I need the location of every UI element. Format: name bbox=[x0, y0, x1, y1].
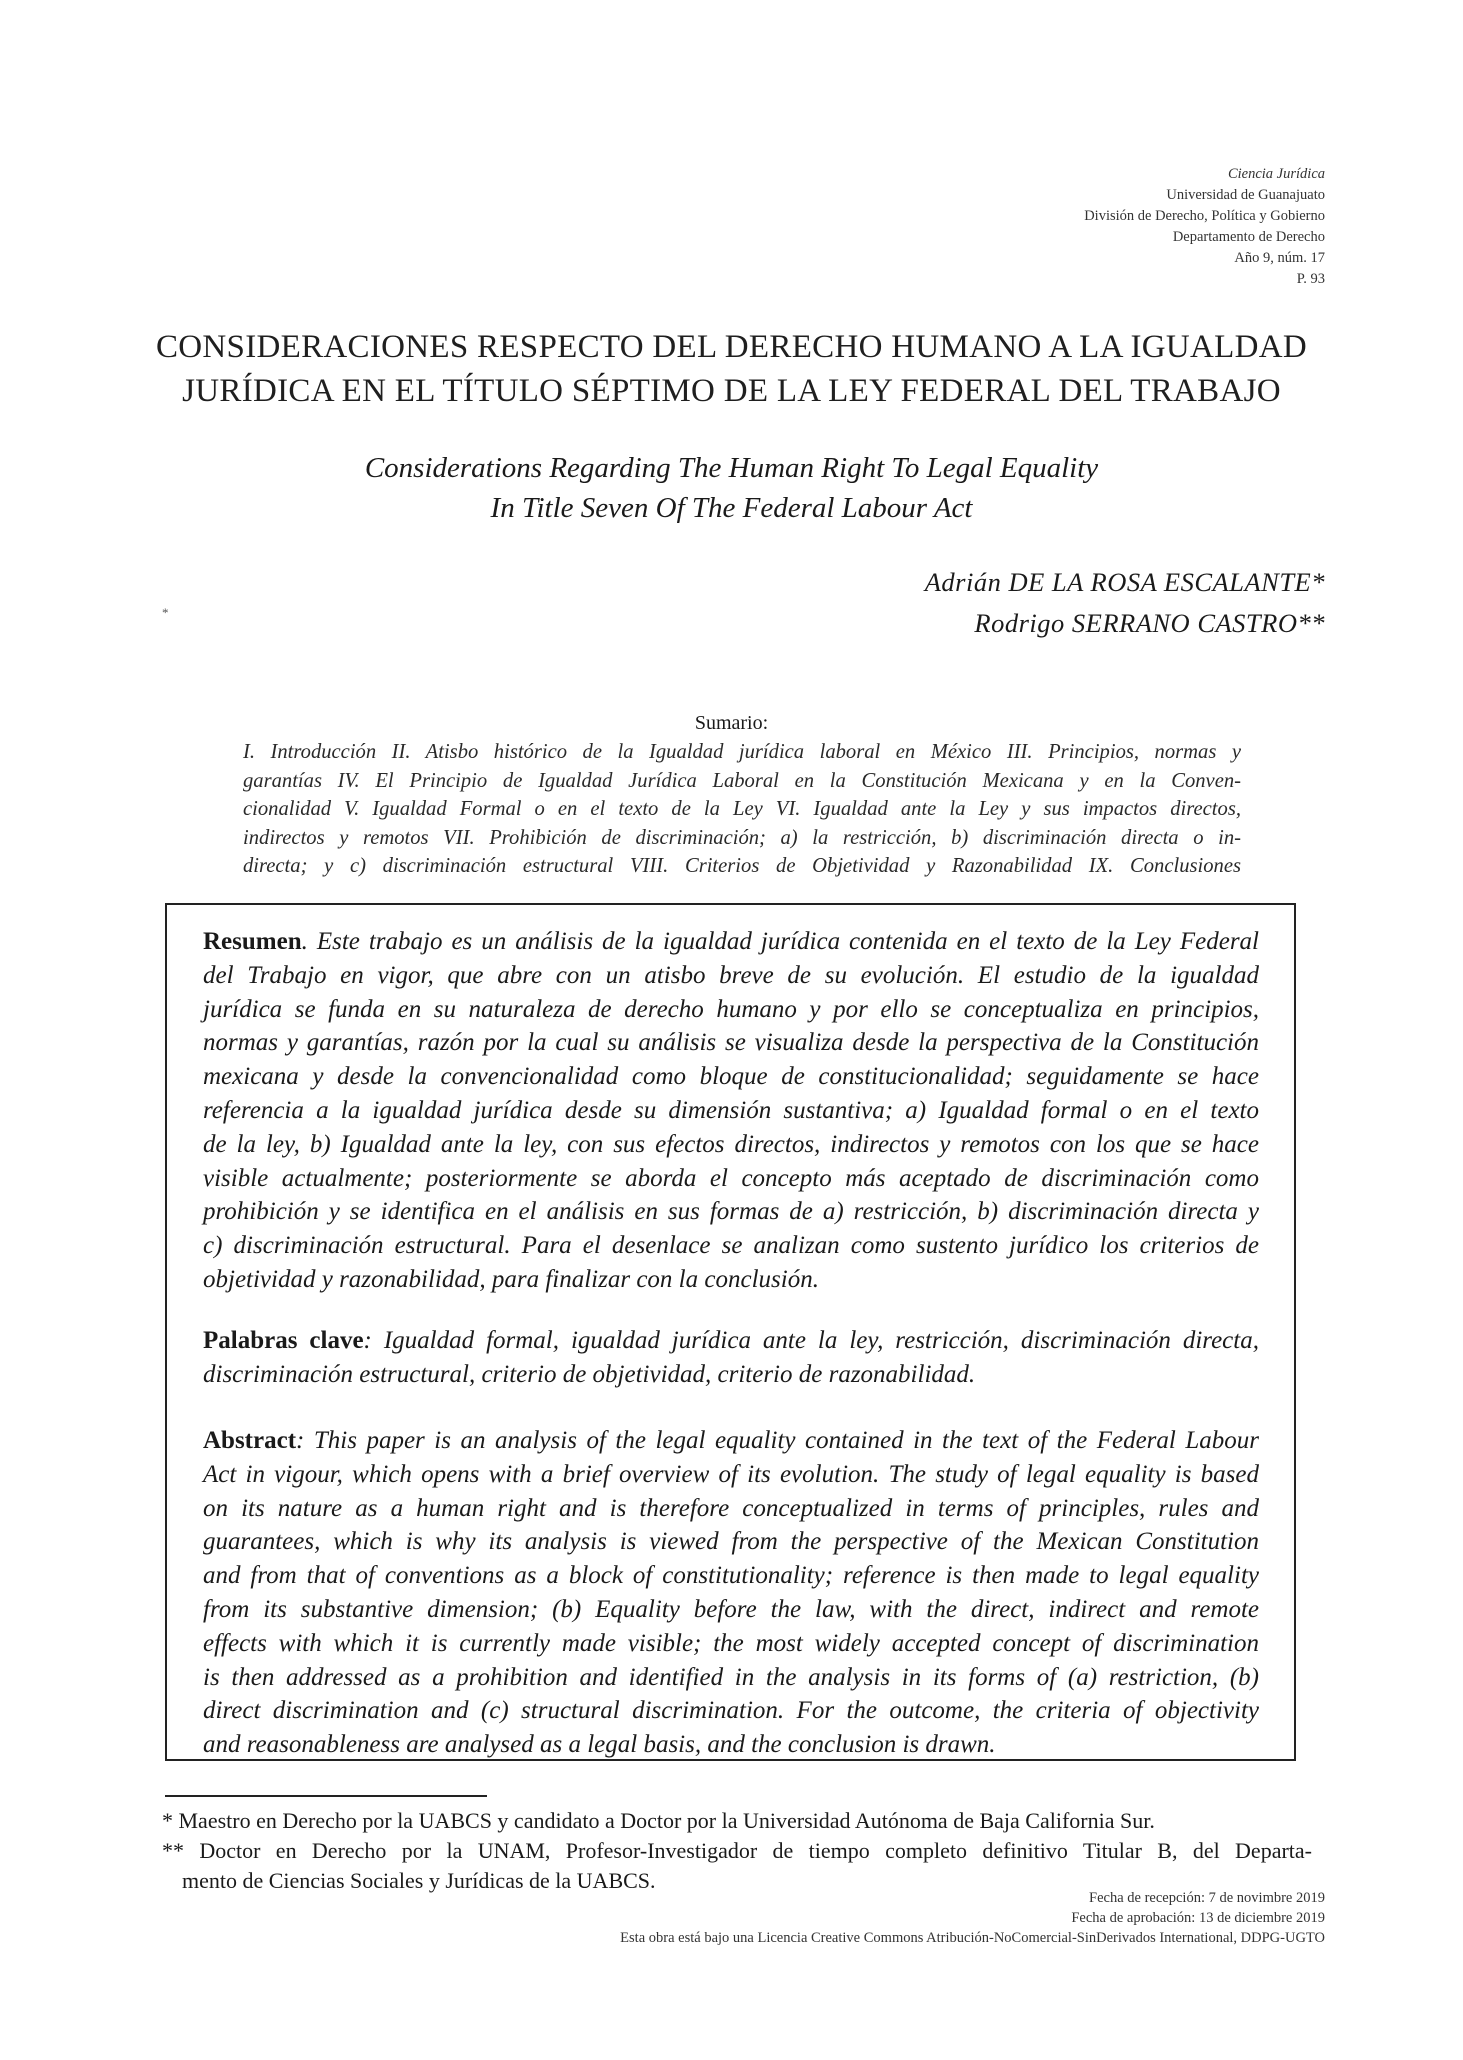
footnote-2-continued: mento de Ciencias Sociales y Jurídicas de la UABCS. bbox=[182, 1868, 656, 1893]
abstract-section bbox=[203, 1424, 1259, 1762]
publication-dates bbox=[620, 1888, 1325, 1948]
abstract-text: : This paper is an analysis of the legal equality contained in the text of the Federal Labour bbox=[296, 1427, 1259, 1454]
subtitle-line-2: In Title Seven Of The Federal Labour Act bbox=[490, 492, 973, 524]
footnote-divider bbox=[165, 1795, 487, 1797]
department-name: Departamento de Derecho bbox=[1172, 229, 1325, 245]
abstract-line: guarantees, which is why its analysis is viewed from the perspective of the Mexican Constitution bbox=[203, 1528, 1259, 1556]
resumen-label: Resumen bbox=[203, 928, 302, 955]
journal-header bbox=[1084, 164, 1325, 290]
footnote-1: * Maestro en Derecho por la UABCS y candidato a Doctor por la Universidad Autónoma de Baja California Sur. bbox=[162, 1808, 1155, 1833]
subtitle-line-1: Considerations Regarding The Human Right To Legal Equality bbox=[364, 452, 1099, 484]
author-list bbox=[925, 562, 1325, 644]
abstract-line: on its nature as a human right and is therefore conceptualized in terms of principles, rules and bbox=[203, 1494, 1259, 1522]
palabras-clave-line: discriminación estructural, criterio de objetividad, criterio de razonabilidad. bbox=[203, 1360, 976, 1388]
resumen-line: de la ley, b) Igualdad ante la ley, con sus efectos directos, indirectos y remotos con los que se hace bbox=[203, 1130, 1259, 1158]
sumario-line: cionalidad V. Igualdad Formal o en el texto de la Ley VI. Igualdad ante la Ley y sus impactos directos, bbox=[243, 798, 1241, 820]
abstract-line: from its substantive dimension; (b) Equality before the law, with the direct, indirect and remote bbox=[203, 1595, 1259, 1623]
approved-date: Fecha de aprobación: 13 de diciembre 2019 bbox=[1071, 1910, 1325, 1926]
footnote-2: ** Doctor en Derecho por la UNAM, Profesor-Investigador de tiempo completo definitivo Titular B, del Departa- bbox=[162, 1838, 1312, 1863]
resumen-line: prohibición y se identifica en el análisis en sus formas de a) restricción, b) discriminación directa y bbox=[203, 1198, 1259, 1226]
sumario-line: garantías IV. El Principio de Igualdad Jurídica Laboral en la Constitución Mexicana y en la Conven- bbox=[243, 769, 1241, 792]
abstract-line: effects with which it is currently made visible; the most widely accepted concept of discrimination bbox=[203, 1629, 1259, 1657]
resumen-text: . Este trabajo es un análisis de la igualdad jurídica contenida en el texto de la Ley Federal bbox=[301, 928, 1259, 955]
resumen-line: visible actualmente; posteriormente se aborda el concepto más aceptado de discriminación como bbox=[203, 1164, 1259, 1192]
footnotes bbox=[162, 1806, 1312, 1896]
journal-name: Ciencia Jurídica bbox=[1227, 166, 1325, 182]
abstract-line: is then addressed as a prohibition and identified in the analysis in its forms of (a) restriction, (b) bbox=[203, 1663, 1259, 1691]
sumario-label: Sumario: bbox=[694, 712, 769, 734]
abstract-label: Abstract bbox=[203, 1427, 297, 1454]
resumen-line: c) discriminación estructural. Para el desenlace se analizan como sustento jurídico los criterios de bbox=[203, 1232, 1259, 1260]
title-line-2: JURÍDICA EN EL TÍTULO SÉPTIMO DE LA LEY FEDERAL DEL TRABAJO bbox=[182, 373, 1281, 409]
abstract-line: and from that of conventions as a block of constitutionality; reference is then made to legal equality bbox=[203, 1562, 1259, 1590]
resumen-line: normas y garantías, razón por la cual su análisis se visualiza desde la perspectiva de la Constitución bbox=[203, 1029, 1259, 1057]
stray-footnote-mark: * bbox=[162, 605, 169, 620]
university-name: Universidad de Guanajuato bbox=[1166, 187, 1325, 203]
palabras-clave-label: Palabras clave bbox=[203, 1327, 364, 1354]
resumen-section bbox=[203, 925, 1259, 1297]
issue-number: Año 9, núm. 17 bbox=[1234, 250, 1325, 266]
article-title bbox=[140, 325, 1323, 413]
palabras-clave-text: : Igualdad formal, igualdad jurídica ante la ley, restricción, discriminación directa, bbox=[363, 1327, 1259, 1354]
sumario-line: directa; y c) discriminación estructural VIII. Criterios de Objetividad y Razonabilidad IX. Conclusiones bbox=[243, 855, 1241, 877]
sumario-line: I. Introducción II. Atisbo histórico de la Igualdad jurídica laboral en México III. Principios, normas y bbox=[243, 741, 1241, 763]
sumario-contents bbox=[243, 738, 1241, 881]
resumen-line: objetividad y razonabilidad, para finalizar con la conclusión. bbox=[203, 1265, 819, 1293]
author-1: Adrián DE LA ROSA ESCALANTE* bbox=[924, 567, 1325, 597]
resumen-line: del Trabajo en vigor, que abre con un atisbo breve de su evolución. El estudio de la igualdad bbox=[203, 961, 1259, 989]
title-line-1: CONSIDERACIONES RESPECTO DEL DERECHO HUMANO A LA IGUALDAD bbox=[155, 329, 1308, 365]
abstract-line: Act in vigour, which opens with a brief overview of its evolution. The study of legal equality is based bbox=[203, 1460, 1259, 1488]
page-number: P. 93 bbox=[1296, 271, 1325, 287]
resumen-line: mexicana y desde la convencionalidad como bloque de constitucionalidad; seguidamente se hace bbox=[203, 1063, 1259, 1091]
abstract-box bbox=[165, 903, 1296, 1761]
abstract-line: direct discrimination and (c) structural discrimination. For the outcome, the criteria of objectivity bbox=[203, 1697, 1259, 1725]
article-subtitle bbox=[140, 448, 1323, 528]
resumen-line: jurídica se funda en su naturaleza de derecho humano y por ello se conceptualiza en principios, bbox=[203, 995, 1259, 1023]
division-name: División de Derecho, Política y Gobierno bbox=[1084, 208, 1325, 224]
abstract-line: and reasonableness are analysed as a legal basis, and the conclusion is drawn. bbox=[203, 1731, 996, 1759]
license-notice: Esta obra está bajo una Licencia Creative Commons Atribución-NoComercial-SinDerivados International, DDPG-UGTO bbox=[620, 1930, 1325, 1946]
sumario-line: indirectos y remotos VII. Prohibición de discriminación; a) la restricción, b) discriminación directa o in- bbox=[243, 826, 1241, 849]
palabras-clave-section bbox=[203, 1324, 1259, 1392]
resumen-line: referencia a la igualdad jurídica desde su dimensión sustantiva; a) Igualdad formal o en el texto bbox=[203, 1096, 1259, 1124]
received-date: Fecha de recepción: 7 de novimbre 2019 bbox=[1089, 1890, 1325, 1906]
author-2: Rodrigo SERRANO CASTRO** bbox=[974, 608, 1325, 638]
